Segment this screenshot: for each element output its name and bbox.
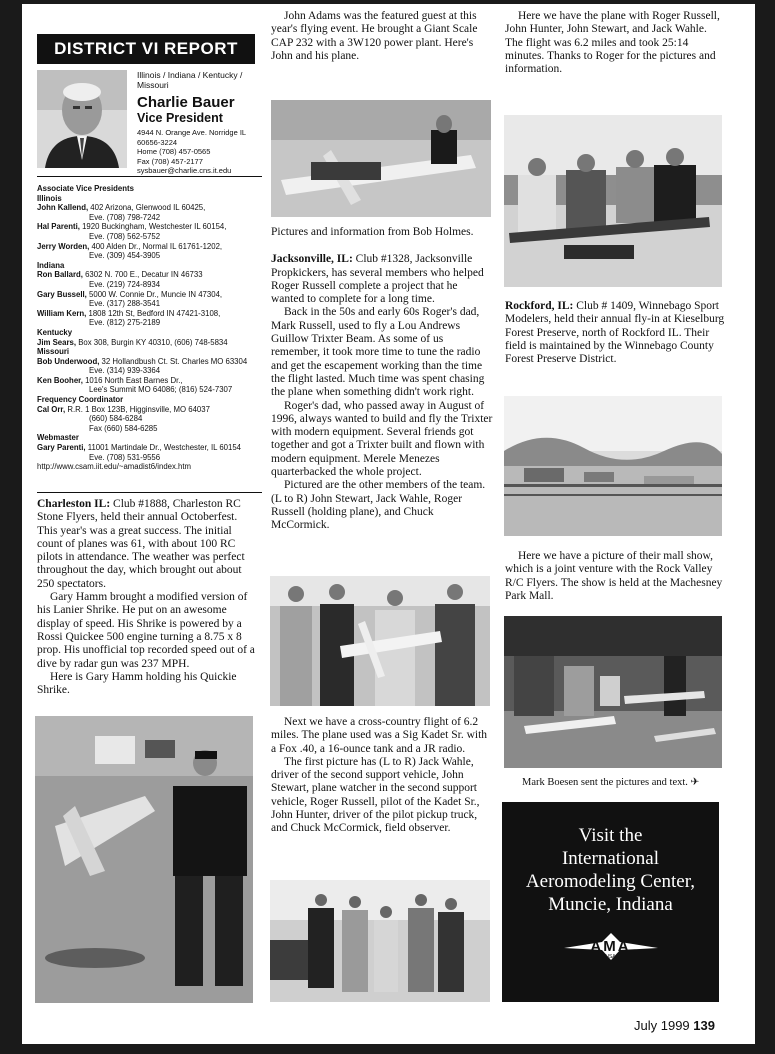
ad-line: International [561, 848, 660, 869]
ama-logo [562, 930, 660, 964]
contact-address: 6302 N. 700 E., Decatur IN 46733 [85, 270, 203, 280]
charleston-article [37, 498, 259, 697]
contact-phone: Eve. (708) 531-9556 [89, 452, 161, 462]
contact-phone: (660) 584-6284 [89, 414, 143, 424]
vp-region: Illinois / Indiana / Kentucky / Missouri [137, 70, 243, 90]
rockford-article [505, 300, 727, 366]
contact-section-heading: Indiana [37, 260, 65, 270]
contact-entry [37, 242, 262, 252]
photo-credit: Pictures and information from Bob Holmes. [271, 226, 474, 238]
body-text: The first picture has (L to R) Jack Wahle, driver of the second support vehicle, John Stewart, plane watcher in the second support vehicle, Roger Russell, pilot of the Kadet Sr., John Hunter, driver of the pilot pickup truck, and Chuck McCormick, field observer. [271, 755, 480, 835]
contact-address: 1808 12th St, Bedford IN 47421-3108, [88, 308, 221, 318]
issue-date: July 1999 [634, 1018, 690, 1033]
rockford-heading: Rockford, IL: [505, 300, 574, 312]
magazine-page [22, 4, 755, 1044]
contact-entry [37, 222, 262, 232]
vp-address [137, 128, 262, 176]
photo-cross-country-crew [270, 880, 490, 1002]
contact-address: 400 Alden Dr., Normal IL 61761-1202, [91, 241, 223, 251]
ad-line: Aeromodeling Center, [525, 871, 696, 892]
divider [37, 492, 262, 493]
body-text: Club #1888, Charleston RC Stone Flyers, held their annual Octoberfest. This year's was a great success. The initial count of planes was 61, with about 100 RC pilots in attendance. The weather was perfect throughout the day, which brought out about 250 spectators. [37, 498, 245, 590]
contact-phone: Eve. (812) 275-2189 [89, 318, 161, 328]
contact-name: Gary Parenti, [37, 443, 86, 453]
contact-name: Hal Parenti, [37, 222, 80, 232]
contact-entry [37, 270, 262, 280]
contact-address: 32 Hollandbush Ct. St. Charles MO 63304 [101, 356, 248, 366]
contact-section-heading: Kentucky [37, 327, 73, 337]
contact-phone: Eve. (314) 939-3364 [89, 366, 161, 376]
contact-section-heading: Associate Vice Presidents [37, 184, 134, 193]
contact-name: Ron Ballard, [37, 270, 83, 280]
contact-phone: Eve. (708) 562-5752 [89, 231, 161, 241]
body-text: John Adams was the featured guest at this year's flying event. He brought a Giant Scale CAP 232 with a 3W120 power plant. Here's John and his plane. [271, 10, 478, 62]
photo-trixter-team [270, 576, 490, 706]
vp-address-line: 60656-3224 [137, 137, 178, 147]
page-number: 139 [693, 1018, 715, 1033]
divider [37, 176, 262, 177]
body-text: Here is Gary Hamm holding his Quickie Shrike. [37, 670, 237, 697]
vp-info [137, 70, 262, 176]
contact-section-heading: Frequency Coordinator [37, 395, 124, 405]
contact-phone: Fax (660) 584-6285 [89, 423, 158, 433]
photo-kadet-team [504, 115, 722, 287]
contact-entry [37, 357, 262, 367]
contact-entry [37, 338, 262, 348]
contact-name: William Kern, [37, 308, 87, 318]
contact-section-heading: Webmaster [37, 433, 79, 443]
body-text: Pictured are the other members of the team. (L to R) John Stewart, Jack Wahle, Roger Russell (holding plane), and Chuck McCormick. [271, 479, 486, 532]
contact-entry [37, 443, 262, 453]
ama-logo-text: AMA [590, 938, 631, 955]
contact-address: 5000 W. Connie Dr., Muncie IN 47304, [89, 289, 223, 299]
page-footer [634, 1018, 715, 1033]
vp-address-line: Home (708) 457-0565 [137, 147, 211, 156]
body-text: Club # 1409, Winnebago Sport Modelers, held their annual fly-in at Kieselburg Forest Preserve, north of Rockford IL. Their field is maintained by the Winnebago County Forest Preserve District. [505, 300, 725, 366]
contact-name: Jim Sears, [37, 337, 77, 347]
contact-phone: Eve. (317) 288-3541 [89, 299, 161, 309]
charleston-heading: Charleston IL: [37, 498, 111, 510]
photo-credit: Mark Boesen sent the pictures and text. ✈ [522, 777, 700, 788]
ama-logo-subtext: USA [605, 954, 616, 960]
body-text: Here we have the plane with Roger Russell, John Hunter, John Stewart, and Jack Wahle. The flight was 6.2 miles and took 25:14 minutes. Thanks to Roger for the pictures and information. [505, 10, 720, 76]
ad-line: Muncie, Indiana [548, 894, 673, 915]
mall-show-text [505, 550, 727, 603]
cross-country-article [271, 716, 493, 836]
contact-entry [37, 203, 262, 213]
contact-address: 11001 Martindale Dr., Westchester, IL 60154 [87, 443, 242, 453]
kadet-plane-text [505, 10, 727, 76]
body-text: Gary Hamm brought a modified version of his Lanier Shrike. He put on an awesome display of speed. His Shrike is powered by a Rossi Quickee 500 engine turning a 8.75 x 8 prop. His unofficial top recorded speed out of a dive by radar gun was 237 MPH. [37, 591, 255, 670]
vp-portrait-photo [37, 70, 127, 168]
body-text: Next we have a cross-country flight of 6.2 miles. The plane used was a Sig Kadet Sr. with a Fox .40, a 16-ounce tank and a JR radio. [271, 716, 488, 755]
body-text: Back in the 50s and early 60s Roger's dad, Mark Russell, used to fly a Lou Andrews Guillow Trixter Beam. As some of us remember, it took more time to tune the radio and get the escapement working than the time the flight lasted. Much time was spent chasing the plane when something didn't work right. [271, 306, 485, 399]
webmaster-url[interactable]: http://www.csam.iit.edu/~amadist6/index.htm [37, 462, 192, 472]
iac-advertisement[interactable] [502, 802, 719, 1002]
vp-email[interactable]: sysbauer@charlie.cns.it.edu [137, 166, 232, 175]
contact-section-heading: Illinois [37, 193, 62, 203]
jacksonville-article [271, 226, 493, 533]
vp-address-line: Fax (708) 457-2177 [137, 156, 203, 166]
photo-kieselburg-field [504, 396, 722, 536]
contact-name: Bob Underwood, [37, 356, 100, 366]
contact-name: Ken Booher, [37, 375, 83, 385]
contact-name: Cal Orr, [37, 404, 66, 414]
vp-title: Vice President [137, 111, 223, 125]
body-text: Roger's dad, who passed away in August of 1996, always wanted to build and fly the Trixter with modern equipment. Several friends got together and got a Trixter built and flown with modern equipment. Merele Menezes quarterbacked the whole project. [271, 399, 493, 479]
contact-phone: Eve. (219) 724-8934 [89, 279, 161, 289]
associate-vp-list [37, 184, 262, 472]
vp-address-line: 4944 N. Orange Ave. Norridge IL [137, 128, 247, 137]
contact-name: Gary Bussell, [37, 289, 87, 299]
contact-address: 1016 North East Barnes Dr., [85, 375, 183, 385]
contact-entry [37, 405, 262, 415]
contact-address: Box 308, Burgin KY 40310, (606) 748-5834 [78, 337, 228, 347]
body-text: Here we have a picture of their mall show, which is a joint venture with the Rock Valley R/C Flyers. The show is held at the Machesney Park Mall. [505, 550, 723, 602]
photo-john-adams-cap232 [271, 100, 491, 217]
contact-entry [37, 290, 262, 300]
contact-address: R.R. 1 Box 123B, Higginsville, MO 64037 [67, 404, 210, 414]
photo-gary-hamm-shrike [35, 716, 253, 1003]
vp-name: Charlie Bauer [137, 94, 235, 111]
contact-section-heading: Missouri [37, 347, 70, 357]
contact-address: 1920 Buckingham, Westchester IL 60154, [82, 222, 227, 232]
ad-line: Visit the [578, 825, 643, 846]
photo-mall-show [504, 616, 722, 768]
contact-entry [37, 309, 262, 319]
contact-address: 402 Arizona, Glenwood IL 60425, [90, 203, 206, 213]
jacksonville-heading: Jacksonville, IL: [271, 253, 353, 266]
district-banner: DISTRICT VI REPORT [37, 34, 255, 64]
contact-phone: Lee's Summit MO 64086; (816) 524-7307 [89, 385, 233, 395]
contact-name: Jerry Worden, [37, 241, 90, 251]
contact-name: John Kallend, [37, 203, 89, 213]
contact-phone: Eve. (708) 798-7242 [89, 212, 161, 222]
adams-text [271, 10, 493, 63]
body-text: Club #1328, Jacksonville Propkickers, has several members who helped Roger Russell complete a project that he wanted to complete for a long time. [271, 253, 484, 306]
contact-entry [37, 376, 262, 386]
contact-phone: Eve. (309) 454-3905 [89, 251, 161, 261]
